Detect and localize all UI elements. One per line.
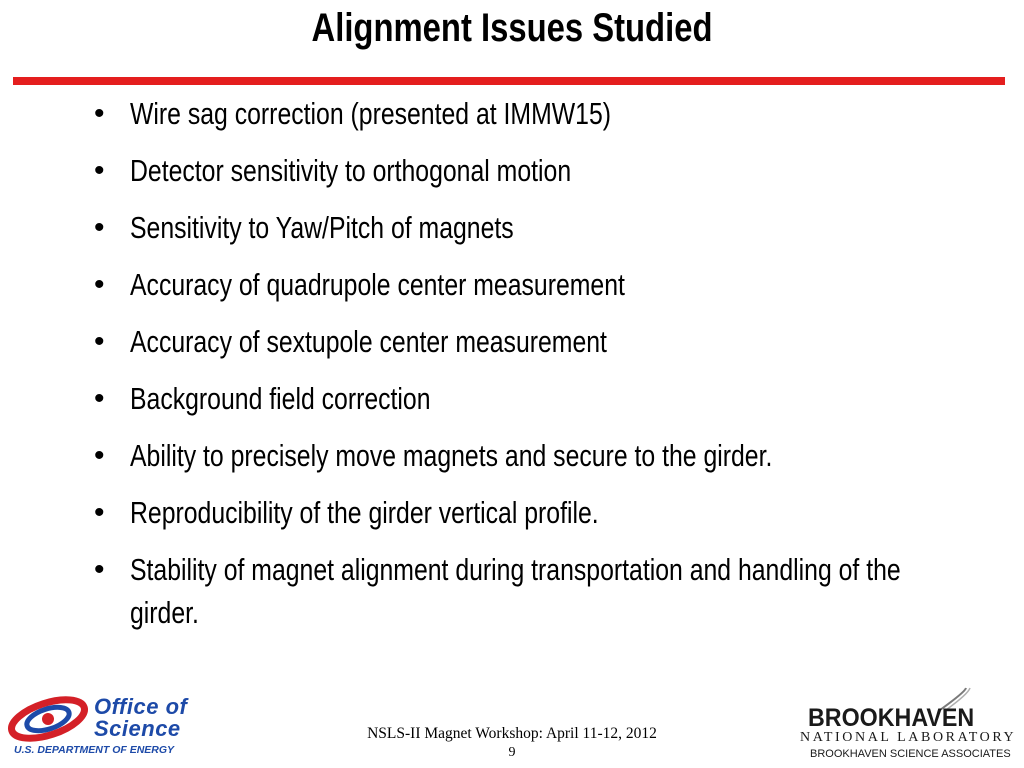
bullet-list — [88, 92, 948, 648]
list-item — [88, 149, 948, 192]
bullet-marker: • — [94, 211, 105, 244]
bullet-text: Reproducibility of the girder vertical profile. — [130, 495, 599, 530]
bullet-marker: • — [94, 325, 105, 358]
bullet-text: Wire sag correction (presented at IMMW15) — [130, 96, 611, 131]
list-item — [88, 263, 948, 306]
bullet-text: Accuracy of sextupole center measurement — [130, 324, 607, 359]
bullet-text: Accuracy of quadrupole center measurement — [130, 267, 625, 302]
title-divider — [13, 77, 1005, 85]
bullet-marker: • — [94, 154, 105, 187]
bullet-marker: • — [94, 496, 105, 529]
bullet-text: Sensitivity to Yaw/Pitch of magnets — [130, 210, 514, 245]
bullet-text: Stability of magnet alignment during transportation and handling of the girder. — [130, 552, 901, 630]
logo-department: U.S. DEPARTMENT OF ENERGY — [14, 744, 175, 756]
bullet-marker: • — [94, 382, 105, 415]
bullet-marker: • — [94, 553, 105, 586]
doe-atom-icon — [6, 694, 90, 744]
logo-name: BROOKHAVEN — [808, 704, 975, 732]
list-item — [88, 434, 948, 477]
logo-line-office-of: Office of — [94, 694, 188, 719]
list-item — [88, 206, 948, 249]
bullet-marker: • — [94, 97, 105, 130]
list-item — [88, 491, 948, 534]
bullet-marker: • — [94, 439, 105, 472]
page-number: 9 — [508, 745, 516, 760]
logo-line-science: Science — [94, 716, 181, 741]
list-item — [88, 377, 948, 420]
logo-subtitle: NATIONAL LABORATORY — [800, 730, 1017, 745]
footer-caption: NSLS-II Magnet Workshop: April 11-12, 2012 — [367, 725, 657, 742]
bullet-marker: • — [94, 268, 105, 301]
bullet-text: Ability to precisely move magnets and secure to the girder. — [130, 438, 773, 473]
slide-title: Alignment Issues Studied — [311, 6, 713, 50]
brookhaven-logo — [790, 684, 1020, 766]
logo-associates: BROOKHAVEN SCIENCE ASSOCIATES — [810, 748, 1011, 760]
office-of-science-logo — [6, 692, 216, 762]
list-item — [88, 320, 948, 363]
bullet-text: Background field correction — [130, 381, 431, 416]
bullet-text: Detector sensitivity to orthogonal motion — [130, 153, 572, 188]
list-item — [88, 92, 948, 135]
list-item — [88, 548, 948, 634]
